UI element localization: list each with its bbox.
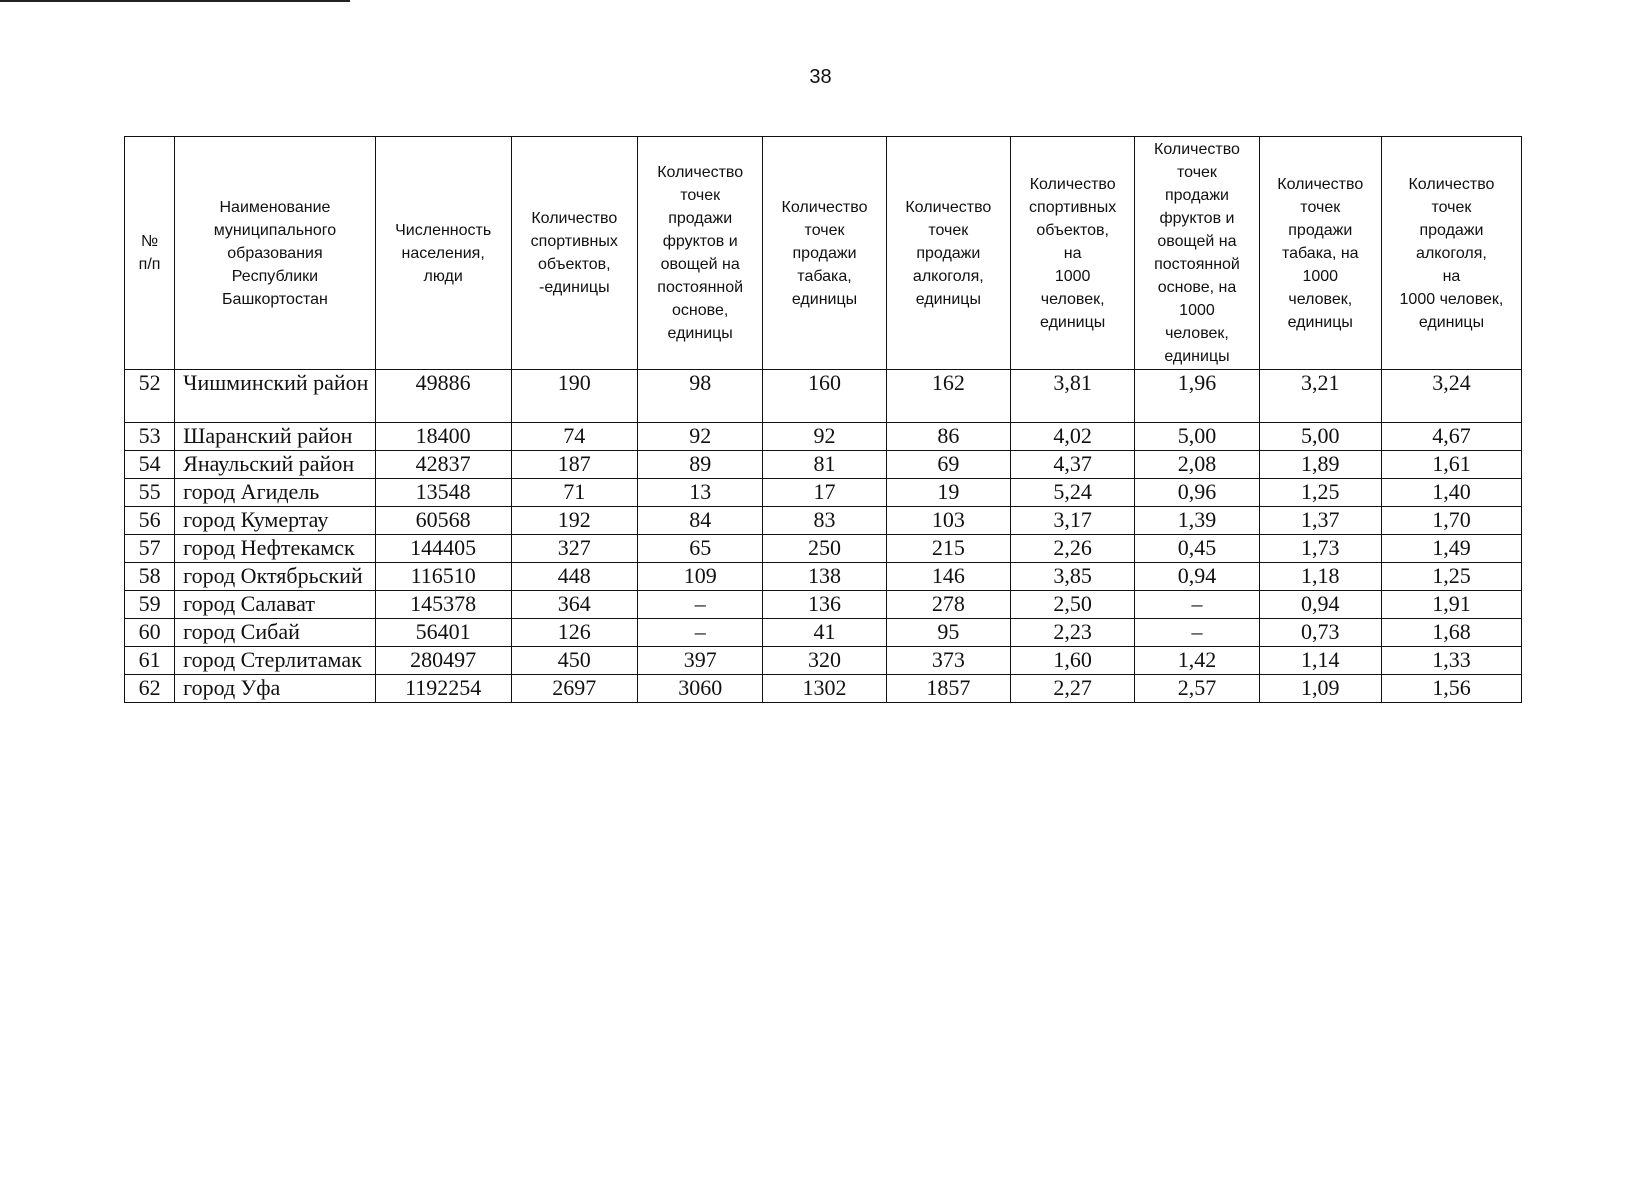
alcohol-per-1000-cell: 1,91: [1381, 591, 1521, 619]
municipality-name-cell: Шаранский район: [175, 423, 376, 451]
fruit-per-1000-cell: 2,08: [1135, 451, 1259, 479]
table-row: [125, 619, 1522, 647]
alcohol-points-cell: 1857: [886, 675, 1010, 703]
municipality-name-cell: город Уфа: [175, 675, 376, 703]
table-row: [125, 479, 1522, 507]
tobacco-points-cell: 83: [763, 507, 886, 535]
population-cell: 42837: [375, 451, 511, 479]
row-number-cell: 52: [125, 370, 175, 423]
alcohol-per-1000-cell: 1,70: [1381, 507, 1521, 535]
table-row: [125, 647, 1522, 675]
tobacco-points-cell: 320: [763, 647, 886, 675]
alcohol-points-cell: 373: [886, 647, 1010, 675]
municipality-name-cell: город Сибай: [175, 619, 376, 647]
sport-per-1000-cell: 4,02: [1010, 423, 1134, 451]
sport-facilities-cell: 450: [511, 647, 637, 675]
fruit-per-1000-cell: –: [1135, 619, 1259, 647]
fruit-per-1000-cell: 5,00: [1135, 423, 1259, 451]
fruit-points-cell: –: [638, 619, 763, 647]
row-number-cell: 56: [125, 507, 175, 535]
sport-facilities-cell: 364: [511, 591, 637, 619]
fruit-points-cell: 89: [638, 451, 763, 479]
tobacco-per-1000-cell: 5,00: [1259, 423, 1381, 451]
fruit-per-1000-cell: 1,39: [1135, 507, 1259, 535]
sport-facilities-cell: 2697: [511, 675, 637, 703]
municipality-name-cell: город Агидель: [175, 479, 376, 507]
top-border-line: [0, 0, 350, 2]
alcohol-points-cell: 86: [886, 423, 1010, 451]
fruit-points-cell: 92: [638, 423, 763, 451]
header-sport-facilities: Количество спортивных объектов, -единицы: [511, 137, 637, 370]
municipality-name-cell: город Нефтекамск: [175, 535, 376, 563]
municipality-name-cell: город Стерлитамак: [175, 647, 376, 675]
tobacco-per-1000-cell: 0,73: [1259, 619, 1381, 647]
sport-facilities-cell: 192: [511, 507, 637, 535]
tobacco-points-cell: 160: [763, 370, 886, 423]
fruit-points-cell: 65: [638, 535, 763, 563]
table-row: [125, 370, 1522, 423]
fruit-points-cell: 98: [638, 370, 763, 423]
fruit-points-cell: –: [638, 591, 763, 619]
header-tobacco-per-1000: Количество точек продажи табака, на 1000 человек, единицы: [1259, 137, 1381, 370]
alcohol-per-1000-cell: 1,68: [1381, 619, 1521, 647]
row-number-cell: 53: [125, 423, 175, 451]
alcohol-points-cell: 103: [886, 507, 1010, 535]
alcohol-points-cell: 95: [886, 619, 1010, 647]
tobacco-points-cell: 41: [763, 619, 886, 647]
table-row: [125, 507, 1522, 535]
tobacco-per-1000-cell: 1,14: [1259, 647, 1381, 675]
table-header: [125, 137, 1522, 370]
table-row: [125, 535, 1522, 563]
population-cell: 145378: [375, 591, 511, 619]
row-number-cell: 61: [125, 647, 175, 675]
header-municipality: Наименование муниципального образования Республики Башкортостан: [175, 137, 376, 370]
tobacco-points-cell: 138: [763, 563, 886, 591]
alcohol-points-cell: 278: [886, 591, 1010, 619]
header-alcohol-points: Количество точек продажи алкоголя, единицы: [886, 137, 1010, 370]
sport-per-1000-cell: 4,37: [1010, 451, 1134, 479]
header-alcohol-per-1000: Количество точек продажи алкоголя, на 1000 человек, единицы: [1381, 137, 1521, 370]
row-number-cell: 57: [125, 535, 175, 563]
population-cell: 60568: [375, 507, 511, 535]
alcohol-per-1000-cell: 1,33: [1381, 647, 1521, 675]
alcohol-per-1000-cell: 1,25: [1381, 563, 1521, 591]
fruit-per-1000-cell: 0,94: [1135, 563, 1259, 591]
sport-per-1000-cell: 2,27: [1010, 675, 1134, 703]
sport-per-1000-cell: 2,50: [1010, 591, 1134, 619]
alcohol-per-1000-cell: 3,24: [1381, 370, 1521, 423]
sport-per-1000-cell: 1,60: [1010, 647, 1134, 675]
header-sport-per-1000: Количество спортивных объектов, на 1000 человек, единицы: [1010, 137, 1134, 370]
tobacco-per-1000-cell: 1,09: [1259, 675, 1381, 703]
municipality-name-cell: Чишминский район: [175, 370, 376, 423]
header-tobacco-points: Количество точек продажи табака, единицы: [763, 137, 886, 370]
alcohol-points-cell: 162: [886, 370, 1010, 423]
municipality-name-cell: Янаульский район: [175, 451, 376, 479]
sport-facilities-cell: 327: [511, 535, 637, 563]
tobacco-per-1000-cell: 3,21: [1259, 370, 1381, 423]
tobacco-points-cell: 250: [763, 535, 886, 563]
population-cell: 56401: [375, 619, 511, 647]
fruit-points-cell: 109: [638, 563, 763, 591]
tobacco-per-1000-cell: 1,25: [1259, 479, 1381, 507]
statistics-table: [124, 136, 1522, 703]
row-number-cell: 58: [125, 563, 175, 591]
header-number: № п/п: [125, 137, 175, 370]
header-row: [125, 137, 1522, 370]
sport-per-1000-cell: 3,17: [1010, 507, 1134, 535]
table-row: [125, 423, 1522, 451]
alcohol-per-1000-cell: 1,49: [1381, 535, 1521, 563]
population-cell: 13548: [375, 479, 511, 507]
population-cell: 1192254: [375, 675, 511, 703]
sport-facilities-cell: 190: [511, 370, 637, 423]
alcohol-per-1000-cell: 1,61: [1381, 451, 1521, 479]
row-number-cell: 60: [125, 619, 175, 647]
sport-facilities-cell: 187: [511, 451, 637, 479]
municipality-name-cell: город Кумертау: [175, 507, 376, 535]
tobacco-per-1000-cell: 1,89: [1259, 451, 1381, 479]
fruit-points-cell: 13: [638, 479, 763, 507]
population-cell: 280497: [375, 647, 511, 675]
sport-facilities-cell: 448: [511, 563, 637, 591]
sport-per-1000-cell: 2,26: [1010, 535, 1134, 563]
tobacco-points-cell: 1302: [763, 675, 886, 703]
table-row: [125, 591, 1522, 619]
row-number-cell: 59: [125, 591, 175, 619]
row-number-cell: 55: [125, 479, 175, 507]
alcohol-points-cell: 69: [886, 451, 1010, 479]
tobacco-per-1000-cell: 1,37: [1259, 507, 1381, 535]
sport-per-1000-cell: 3,81: [1010, 370, 1134, 423]
municipality-name-cell: город Салават: [175, 591, 376, 619]
sport-per-1000-cell: 3,85: [1010, 563, 1134, 591]
population-cell: 116510: [375, 563, 511, 591]
alcohol-points-cell: 19: [886, 479, 1010, 507]
header-fruit-per-1000: Количество точек продажи фруктов и овощей на постоянной основе, на 1000 человек, единицы: [1135, 137, 1259, 370]
alcohol-per-1000-cell: 4,67: [1381, 423, 1521, 451]
tobacco-points-cell: 136: [763, 591, 886, 619]
sport-per-1000-cell: 5,24: [1010, 479, 1134, 507]
fruit-per-1000-cell: 0,45: [1135, 535, 1259, 563]
municipality-name-cell: город Октябрьский: [175, 563, 376, 591]
tobacco-points-cell: 17: [763, 479, 886, 507]
sport-facilities-cell: 126: [511, 619, 637, 647]
fruit-points-cell: 397: [638, 647, 763, 675]
header-fruit-vegetable-points: Количество точек продажи фруктов и овощей на постоянной основе, единицы: [638, 137, 763, 370]
tobacco-per-1000-cell: 1,18: [1259, 563, 1381, 591]
table-row: [125, 451, 1522, 479]
table-body: [125, 370, 1522, 703]
sport-facilities-cell: 74: [511, 423, 637, 451]
fruit-per-1000-cell: 1,42: [1135, 647, 1259, 675]
page-number: 38: [809, 66, 832, 88]
population-cell: 49886: [375, 370, 511, 423]
tobacco-points-cell: 81: [763, 451, 886, 479]
fruit-per-1000-cell: 2,57: [1135, 675, 1259, 703]
fruit-per-1000-cell: 1,96: [1135, 370, 1259, 423]
alcohol-points-cell: 146: [886, 563, 1010, 591]
alcohol-points-cell: 215: [886, 535, 1010, 563]
fruit-points-cell: 3060: [638, 675, 763, 703]
tobacco-points-cell: 92: [763, 423, 886, 451]
table-row: [125, 563, 1522, 591]
alcohol-per-1000-cell: 1,56: [1381, 675, 1521, 703]
tobacco-per-1000-cell: 0,94: [1259, 591, 1381, 619]
sport-facilities-cell: 71: [511, 479, 637, 507]
fruit-per-1000-cell: 0,96: [1135, 479, 1259, 507]
fruit-points-cell: 84: [638, 507, 763, 535]
fruit-per-1000-cell: –: [1135, 591, 1259, 619]
alcohol-per-1000-cell: 1,40: [1381, 479, 1521, 507]
population-cell: 144405: [375, 535, 511, 563]
header-population: Численность населения, люди: [375, 137, 511, 370]
row-number-cell: 62: [125, 675, 175, 703]
sport-per-1000-cell: 2,23: [1010, 619, 1134, 647]
population-cell: 18400: [375, 423, 511, 451]
row-number-cell: 54: [125, 451, 175, 479]
tobacco-per-1000-cell: 1,73: [1259, 535, 1381, 563]
table-row: [125, 675, 1522, 703]
